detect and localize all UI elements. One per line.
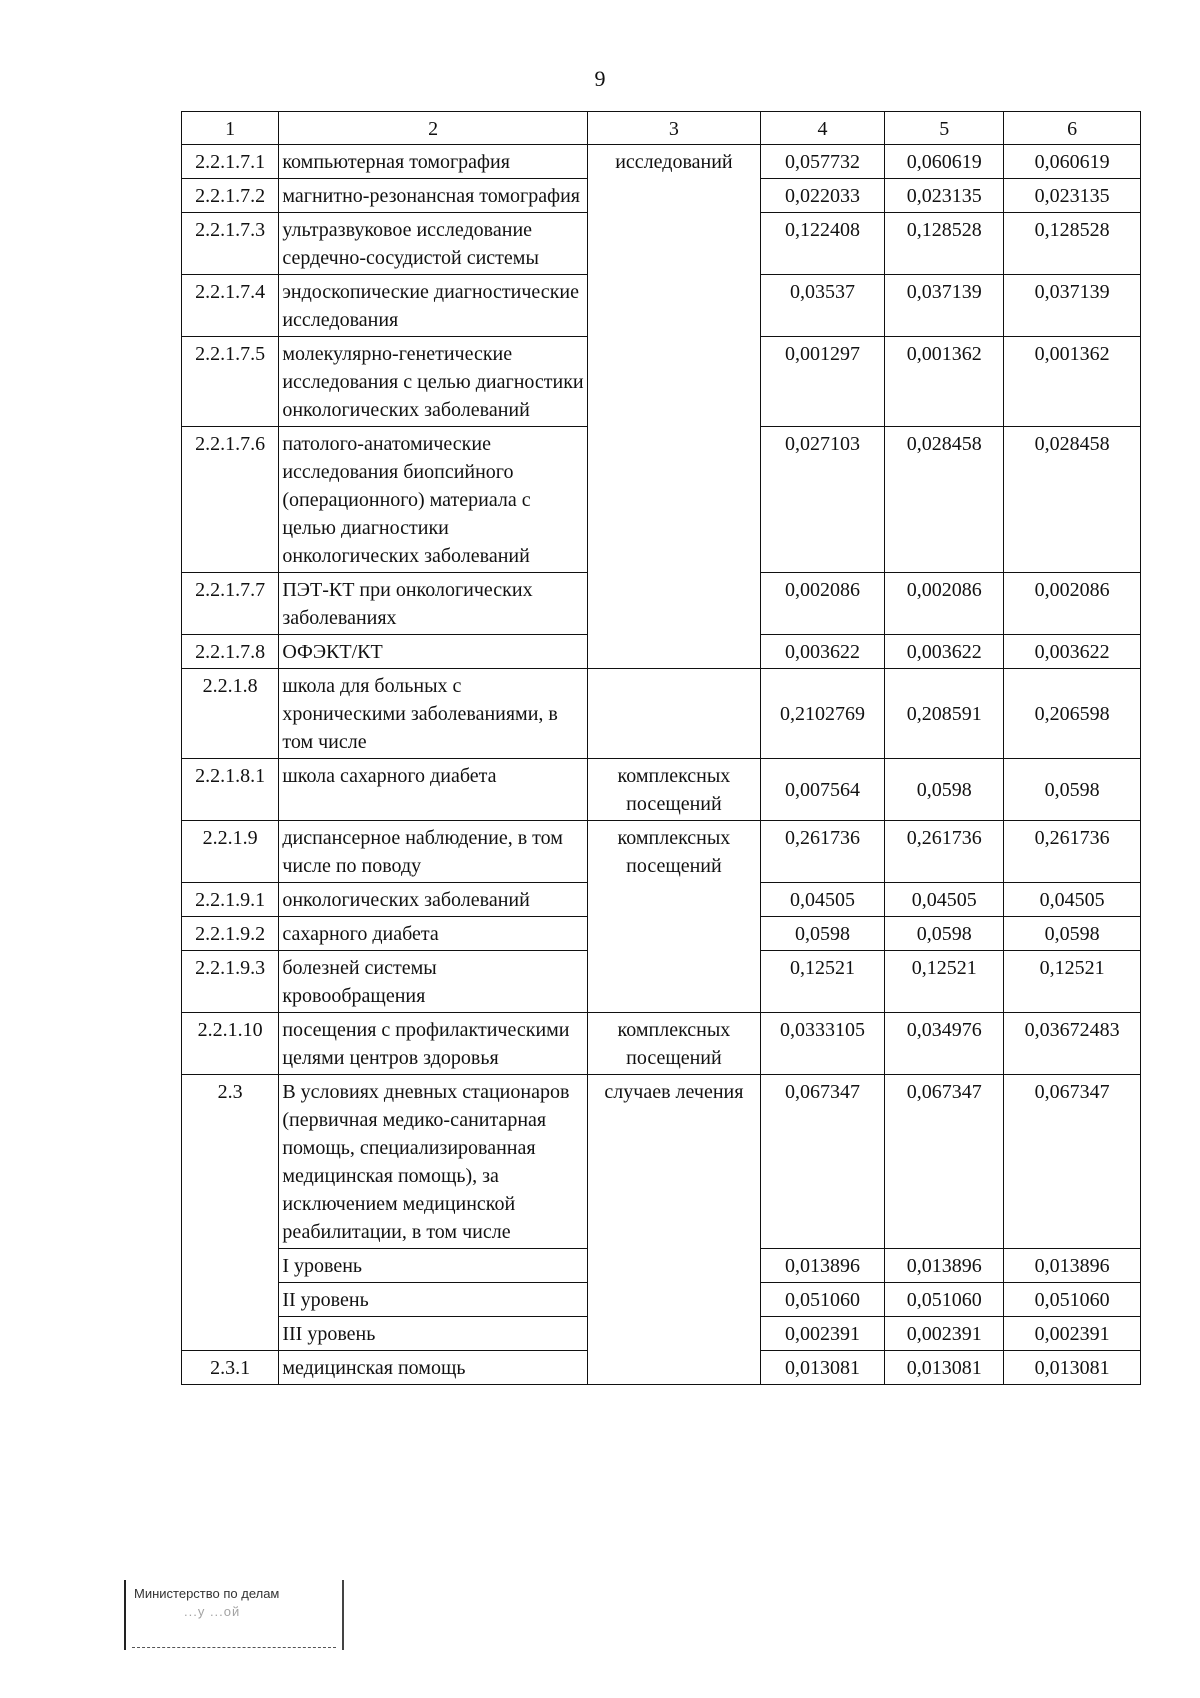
row-value-5: 0,028458 bbox=[885, 427, 1004, 573]
row-value-4: 0,022033 bbox=[760, 179, 884, 213]
row-value-6: 0,013081 bbox=[1004, 1351, 1141, 1385]
table-row bbox=[182, 669, 1141, 759]
row-code: 2.3 bbox=[182, 1075, 279, 1351]
row-name: патолого-анатомические исследования биопсийного (операционного) материала с целью диагностики онкологических заболеваний bbox=[279, 427, 588, 573]
row-name: компьютерная томография bbox=[279, 145, 588, 179]
row-name: II уровень bbox=[279, 1283, 588, 1317]
row-unit bbox=[587, 669, 760, 759]
row-code: 2.2.1.9.1 bbox=[182, 883, 279, 917]
row-code: 2.2.1.9.2 bbox=[182, 917, 279, 951]
row-name: сахарного диабета bbox=[279, 917, 588, 951]
row-value-5: 0,037139 bbox=[885, 275, 1004, 337]
stamp-line-1: Министерство по делам bbox=[134, 1586, 280, 1601]
row-name: ПЭТ-КТ при онкологических заболеваниях bbox=[279, 573, 588, 635]
row-value-6: 0,12521 bbox=[1004, 951, 1141, 1013]
row-code: 2.2.1.7.1 bbox=[182, 145, 279, 179]
row-value-6: 0,261736 bbox=[1004, 821, 1141, 883]
row-unit: случаев лечения bbox=[587, 1075, 760, 1385]
row-code: 2.2.1.9.3 bbox=[182, 951, 279, 1013]
header-cell: 6 bbox=[1004, 112, 1141, 145]
row-name: болезней системы кровообращения bbox=[279, 951, 588, 1013]
row-value-6: 0,013896 bbox=[1004, 1249, 1141, 1283]
row-value-4: 0,002086 bbox=[760, 573, 884, 635]
row-value-6: 0,060619 bbox=[1004, 145, 1141, 179]
ministry-stamp bbox=[124, 1580, 344, 1650]
page-number: 9 bbox=[594, 66, 606, 91]
row-value-6: 0,067347 bbox=[1004, 1075, 1141, 1249]
row-value-5: 0,001362 bbox=[885, 337, 1004, 427]
row-value-6: 0,051060 bbox=[1004, 1283, 1141, 1317]
row-code: 2.2.1.7.2 bbox=[182, 179, 279, 213]
row-name: медицинская помощь bbox=[279, 1351, 588, 1385]
row-name: эндоскопические диагностические исследования bbox=[279, 275, 588, 337]
row-code: 2.2.1.7.7 bbox=[182, 573, 279, 635]
row-value-4: 0,261736 bbox=[760, 821, 884, 883]
row-value-6: 0,128528 bbox=[1004, 213, 1141, 275]
row-value-4: 0,001297 bbox=[760, 337, 884, 427]
row-value-6: 0,03672483 bbox=[1004, 1013, 1141, 1075]
row-value-5: 0,12521 bbox=[885, 951, 1004, 1013]
header-cell: 4 bbox=[760, 112, 884, 145]
row-value-4: 0,067347 bbox=[760, 1075, 884, 1249]
row-code: 2.2.1.7.3 bbox=[182, 213, 279, 275]
row-value-4: 0,04505 bbox=[760, 883, 884, 917]
stamp-line-2: ...у ...ой bbox=[184, 1604, 241, 1619]
row-value-4: 0,0598 bbox=[760, 917, 884, 951]
row-value-5: 0,060619 bbox=[885, 145, 1004, 179]
row-value-4: 0,002391 bbox=[760, 1317, 884, 1351]
row-value-5: 0,002086 bbox=[885, 573, 1004, 635]
row-value-6: 0,028458 bbox=[1004, 427, 1141, 573]
row-name: III уровень bbox=[279, 1317, 588, 1351]
row-value-6: 0,04505 bbox=[1004, 883, 1141, 917]
row-value-4: 0,122408 bbox=[760, 213, 884, 275]
row-value-4: 0,2102769 bbox=[760, 669, 884, 759]
row-value-5: 0,034976 bbox=[885, 1013, 1004, 1075]
row-code: 2.2.1.9 bbox=[182, 821, 279, 883]
row-value-5: 0,002391 bbox=[885, 1317, 1004, 1351]
table-row bbox=[182, 1075, 1141, 1249]
row-value-5: 0,0598 bbox=[885, 759, 1004, 821]
row-value-4: 0,027103 bbox=[760, 427, 884, 573]
row-value-4: 0,057732 bbox=[760, 145, 884, 179]
row-code: 2.2.1.10 bbox=[182, 1013, 279, 1075]
row-unit: комплексных посещений bbox=[587, 821, 760, 1013]
row-value-5: 0,051060 bbox=[885, 1283, 1004, 1317]
row-value-6: 0,0598 bbox=[1004, 917, 1141, 951]
row-name: посещения с профилактическими целями центров здоровья bbox=[279, 1013, 588, 1075]
row-value-4: 0,013081 bbox=[760, 1351, 884, 1385]
row-value-4: 0,051060 bbox=[760, 1283, 884, 1317]
row-unit: комплексных посещений bbox=[587, 759, 760, 821]
row-value-5: 0,04505 bbox=[885, 883, 1004, 917]
row-unit: комплексных посещений bbox=[587, 1013, 760, 1075]
row-value-4: 0,12521 bbox=[760, 951, 884, 1013]
row-value-6: 0,001362 bbox=[1004, 337, 1141, 427]
row-name: школа сахарного диабета bbox=[279, 759, 588, 821]
row-value-5: 0,003622 bbox=[885, 635, 1004, 669]
row-value-6: 0,206598 bbox=[1004, 669, 1141, 759]
header-cell: 3 bbox=[587, 112, 760, 145]
row-code: 2.2.1.8 bbox=[182, 669, 279, 759]
row-code: 2.2.1.8.1 bbox=[182, 759, 279, 821]
row-name: диспансерное наблюдение, в том числе по поводу bbox=[279, 821, 588, 883]
table-row bbox=[182, 1013, 1141, 1075]
row-value-5: 0,067347 bbox=[885, 1075, 1004, 1249]
table-header-row bbox=[182, 112, 1141, 145]
row-name: В условиях дневных стационаров (первичная медико-санитарная помощь, специализированная медицинская помощь), за исключением медицинской реабилитации, в том числе bbox=[279, 1075, 588, 1249]
row-unit: исследований bbox=[587, 145, 760, 669]
row-value-6: 0,0598 bbox=[1004, 759, 1141, 821]
table-row bbox=[182, 759, 1141, 821]
row-value-6: 0,023135 bbox=[1004, 179, 1141, 213]
row-value-5: 0,261736 bbox=[885, 821, 1004, 883]
row-value-4: 0,003622 bbox=[760, 635, 884, 669]
row-value-5: 0,023135 bbox=[885, 179, 1004, 213]
row-value-5: 0,013081 bbox=[885, 1351, 1004, 1385]
row-value-4: 0,0333105 bbox=[760, 1013, 884, 1075]
row-name: ультразвуковое исследование сердечно-сосудистой системы bbox=[279, 213, 588, 275]
header-cell: 1 bbox=[182, 112, 279, 145]
row-name: молекулярно-генетические исследования с целью диагностики онкологических заболеваний bbox=[279, 337, 588, 427]
row-value-6: 0,003622 bbox=[1004, 635, 1141, 669]
row-code: 2.2.1.7.6 bbox=[182, 427, 279, 573]
row-name: онкологических заболеваний bbox=[279, 883, 588, 917]
row-code: 2.2.1.7.5 bbox=[182, 337, 279, 427]
row-name: школа для больных с хроническими заболеваниями, в том числе bbox=[279, 669, 588, 759]
header-cell: 5 bbox=[885, 112, 1004, 145]
table-row bbox=[182, 821, 1141, 883]
norms-table bbox=[181, 111, 1141, 1385]
header-cell: 2 bbox=[279, 112, 588, 145]
row-value-5: 0,0598 bbox=[885, 917, 1004, 951]
row-value-6: 0,002391 bbox=[1004, 1317, 1141, 1351]
row-name: магнитно-резонансная томография bbox=[279, 179, 588, 213]
row-name: I уровень bbox=[279, 1249, 588, 1283]
table-row bbox=[182, 145, 1141, 179]
row-value-6: 0,002086 bbox=[1004, 573, 1141, 635]
row-code: 2.3.1 bbox=[182, 1351, 279, 1385]
row-code: 2.2.1.7.4 bbox=[182, 275, 279, 337]
row-value-5: 0,208591 bbox=[885, 669, 1004, 759]
row-value-6: 0,037139 bbox=[1004, 275, 1141, 337]
row-code: 2.2.1.7.8 bbox=[182, 635, 279, 669]
row-value-4: 0,03537 bbox=[760, 275, 884, 337]
row-value-5: 0,013896 bbox=[885, 1249, 1004, 1283]
row-name: ОФЭКТ/КТ bbox=[279, 635, 588, 669]
row-value-5: 0,128528 bbox=[885, 213, 1004, 275]
row-value-4: 0,013896 bbox=[760, 1249, 884, 1283]
stamp-rule bbox=[132, 1647, 336, 1648]
row-value-4: 0,007564 bbox=[760, 759, 884, 821]
